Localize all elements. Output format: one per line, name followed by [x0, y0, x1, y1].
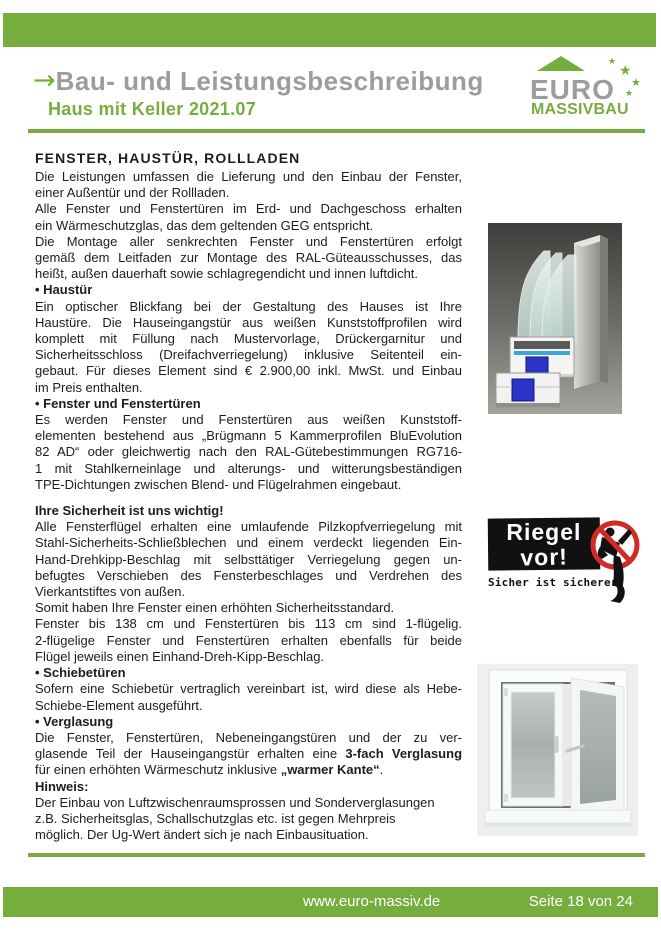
text-line: 2-flügelige Fenster und Fenstertüren erhalten ebenfalls für beide	[35, 632, 462, 648]
document-title: Bau- und Leistungsbeschreibung	[55, 66, 484, 96]
text-line: für einen erhöhten Wärmeschutz inklusive „warmer Kante“.	[35, 762, 384, 778]
text-line: Ein optischer Blickfang bei der Gestaltung des Hauses ist Ihre	[35, 298, 462, 314]
star-icon: ★	[631, 76, 641, 89]
footer-divider-line	[28, 853, 645, 857]
text-line: Es werden Fenster und Fenstertüren aus weißen Kunststoff-	[35, 412, 462, 428]
text-line: Die Montage aller senkrechten Fenster und Fenstertüren erfolgt	[35, 233, 462, 249]
riegel-black-box	[488, 517, 601, 570]
riegel-caption: Sicher ist sicherer.	[488, 576, 625, 589]
text-line: Hinweis:	[35, 778, 89, 794]
text-line: 82 AD“ oder gleichwertig nach den RAL-Gütebestimmungen RG716-	[35, 444, 462, 460]
riegel-text-line2: vor!	[520, 543, 569, 571]
text-line: möglich. Der Ug-Wert ändert sich je nach Einbausituation.	[35, 827, 369, 843]
text-line: Stahl-Sicherheits-Schließblechen und einem verdeckt liegenden Ein-	[35, 535, 462, 551]
euro-massivbau-logo	[520, 55, 652, 121]
footer-page-number: Seite 18 von 24	[528, 893, 633, 910]
logo-sub-text: MASSIVBAU	[531, 101, 629, 118]
document-subtitle: Haus mit Keller 2021.07	[48, 99, 257, 119]
text-line: befugtes Verschieben des Fensterbeschlages und Verdrehen des	[35, 567, 462, 583]
text-line: Flügel jeweils einen Einhand-Dreh-Kipp-Beschlag.	[35, 648, 325, 664]
text-line: Hand-Drehkipp-Beschlag mit selbsttätiger Verriegelung gegen un-	[35, 551, 462, 567]
text-line: • Fenster und Fenstertüren	[35, 395, 201, 411]
top-green-bar	[3, 13, 656, 47]
text-line: Der Einbau von Luftzwischenraumsprossen und Sonderverglasungen	[35, 794, 435, 810]
text-line: • Schiebetüren	[35, 665, 126, 681]
star-icon: ★	[608, 57, 617, 67]
open-window-photo	[477, 664, 638, 836]
text-line: komplett mit Füllung nach Mustervorlage, Drückergarnitur und	[35, 331, 462, 347]
text-line: • Verglasung	[35, 713, 114, 729]
text-line: • Haustür	[35, 282, 93, 298]
text-line: Die Fenster, Fenstertüren, Nebeneingangstüren und der zu ver-	[35, 729, 462, 745]
window-profile-render-image	[488, 223, 622, 414]
riegel-text-line1: Riegel	[506, 519, 582, 546]
house-roof-icon	[537, 56, 585, 72]
star-icon: ★	[625, 89, 634, 99]
text-line: Sicherheitsschloss (Dreifachverriegelung) inklusive Seitenteil ein-	[35, 347, 462, 363]
text-line: heißt, außen dauerhaft sowie schlagregendicht und innen luftdicht.	[35, 266, 419, 282]
text-line: gebaut. Für dieses Element sind € 2.900,00 inkl. MwSt. und Einbau	[35, 363, 462, 379]
text-line: Schiebe-Element ausgeführt.	[35, 697, 203, 713]
riegel-vor-logo	[488, 513, 640, 605]
article	[35, 150, 462, 843]
text-line: ein Wärmeschutzglas, das dem geltenden GEG entspricht.	[35, 217, 374, 233]
header-divider-line	[28, 129, 645, 133]
text-line: Vierkantstiftes von außen.	[35, 584, 186, 600]
text-line: einer Außentür und der Rollladen.	[35, 185, 230, 201]
text-line: 1 mit Stahlkerneinlage und alterungs- und witterungsbeständigen	[35, 460, 462, 476]
text-line: TPE-Dichtungen zwischen Blend- und Flügelrahmen eingebaut.	[35, 476, 402, 492]
text-line: Ihre Sicherheit ist uns wichtig!	[35, 503, 224, 519]
text-line: Die Leistungen umfassen die Lieferung und den Einbau der Fenster,	[35, 169, 462, 184]
article-lines	[35, 169, 462, 843]
text-line: Haustüre. Die Hauseingangstür aus weißen Kunststoffprofilen wird	[35, 314, 462, 330]
text-line: glasende Teil der Hauseingangstür erhalten eine 3-fach Verglasung	[35, 746, 463, 762]
page-title	[33, 66, 484, 96]
text-line: im Preis enthalten.	[35, 379, 143, 395]
text-line: elementen bestehend aus „Brügmann 5 Kammerprofilen BluEvolution	[35, 428, 462, 444]
text-line: gemäß dem Leitfaden zur Montage des RAL-Güteausschusses, das	[35, 250, 462, 266]
logo-brand-text: EURO	[530, 74, 615, 105]
arrow-icon: →	[33, 65, 56, 96]
text-line: z.B. Sicherheitsglas, Schallschutzglas etc. ist gegen Mehrpreis	[35, 810, 396, 826]
no-burglar-icon	[586, 513, 640, 605]
section-heading: FENSTER, HAUSTÜR, ROLLLADEN	[35, 150, 301, 166]
text-line: Sofern eine Schiebetür vertraglich vereinbart ist, wird diese als Hebe-	[35, 681, 462, 697]
text-line: Alle Fenster und Fenstertüren im Erd- und Dachgeschoss erhalten	[35, 201, 462, 217]
star-icon: ★	[619, 63, 632, 79]
footer-bar	[3, 887, 658, 917]
text-line: Somit haben Ihre Fenster einen erhöhten Sicherheitsstandard.	[35, 600, 395, 616]
text-line: Alle Fensterflügel erhalten eine umlaufende Pilzkopfverriegelung mit	[35, 519, 462, 535]
text-line: Fenster bis 138 cm und Fenstertüren bis 113 cm sind 1-flügelig.	[35, 616, 462, 632]
footer-url: www.euro-massiv.de	[303, 893, 441, 910]
